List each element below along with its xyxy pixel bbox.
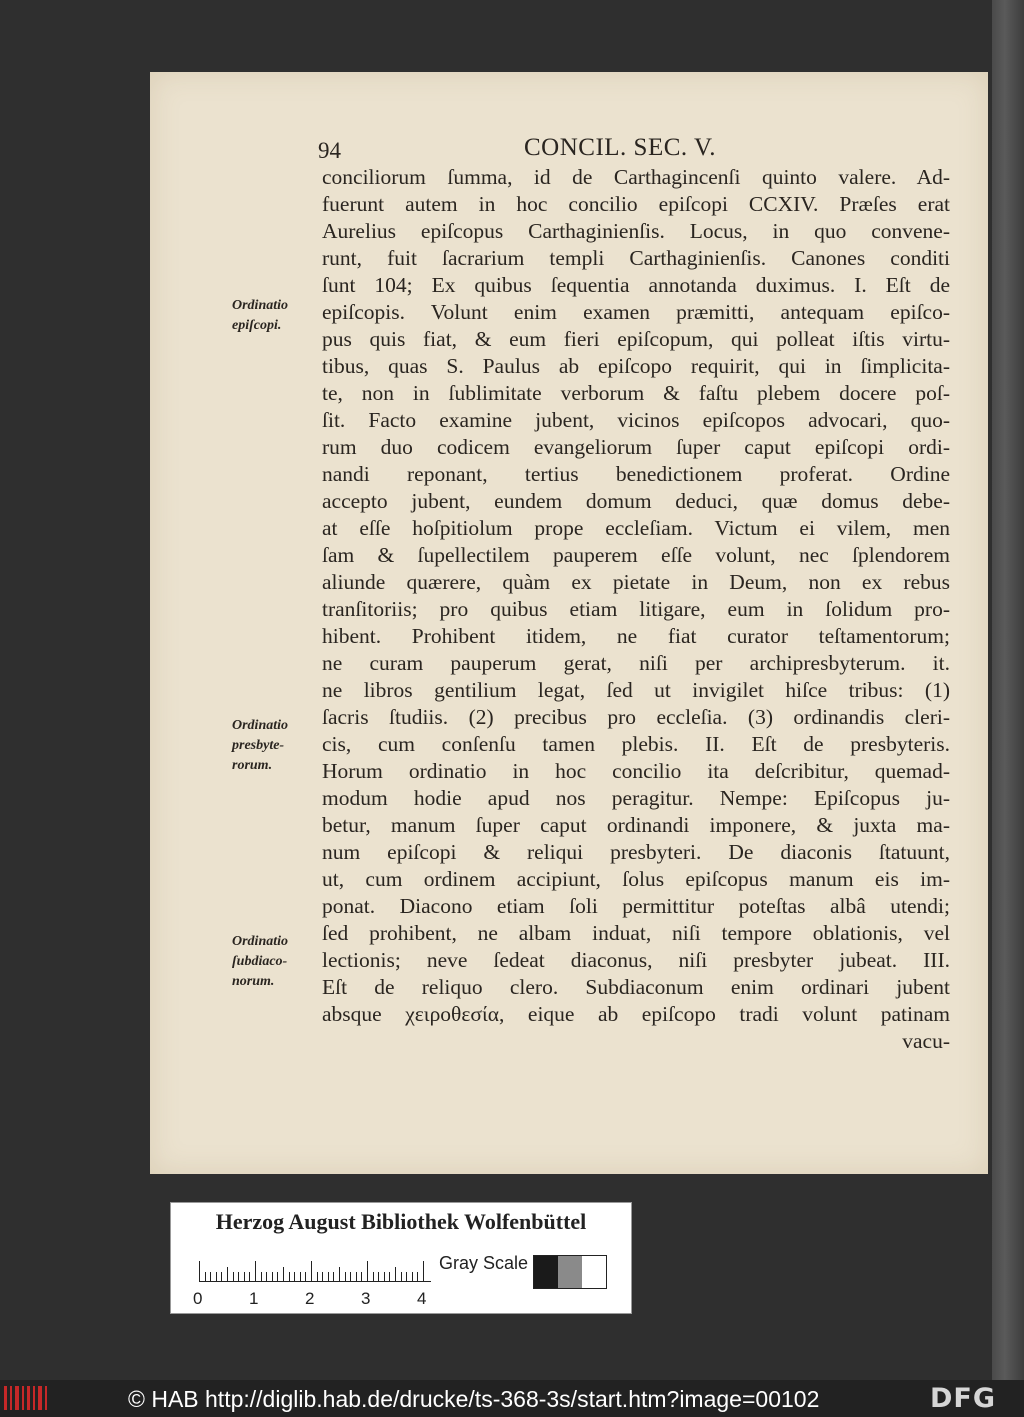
text-line: betur, manum ſuper caput ordinandi imponere, & juxta ma- <box>322 813 950 837</box>
ruler-tick <box>384 1272 385 1281</box>
ruler-tick <box>272 1272 273 1281</box>
library-color-card <box>170 1202 632 1314</box>
gray-swatch <box>558 1256 582 1288</box>
text-line: te, non in ſublimitate verborum & faſtu plebem docere poſ- <box>322 381 950 405</box>
text-line: ſam & ſupellectilem pauperem eſſe volunt, nec ſplendorem <box>322 543 950 567</box>
text-line: ne libros gentilium legat, ſed ut invigilet hiſce tribus: (1) <box>322 678 950 702</box>
margin-note-episcopi: Ordinatio epiſcopi. <box>232 298 289 333</box>
text-line: aliunde quærere, quàm ex pietate in Deum, non ex rebus <box>322 570 950 594</box>
ruler-tick <box>300 1272 301 1281</box>
text-line: ponat. Diacono etiam ſoli permittitur poteſtas albâ utendi; <box>322 894 950 918</box>
scale-ruler <box>199 1247 439 1287</box>
text-line: ſed prohibent, ne albam induat, niſi tempore oblationis, vel <box>322 921 950 945</box>
text-line: conciliorum ſumma, id de Carthagincenſi quinto valere. Ad- <box>322 165 950 189</box>
ruler-tick <box>367 1261 368 1281</box>
ruler-tick <box>373 1272 374 1281</box>
text-line: ſit. Facto examine jubent, vicinos epiſcopos advocari, quo- <box>322 408 950 432</box>
text-line: Eſt de reliquo clero. Subdiaconum enim ordinari jubent <box>322 975 950 999</box>
barcode-icon <box>4 1384 48 1412</box>
text-line: nandi reponant, tertius benedictionem proferat. Ordine <box>322 462 950 486</box>
text-line: tranſitoriis; pro quibus etiam litigare, eum in ſolidum pro- <box>322 597 950 621</box>
text-line: lectionis; neve ſedeat diaconus, niſi presbyter jubeat. III. <box>322 948 950 972</box>
text-line: num epiſcopi & reliqui presbyteri. De diaconis ſtatuunt, <box>322 840 950 864</box>
ruler-tick <box>350 1272 351 1281</box>
ruler-tick <box>328 1272 329 1281</box>
text-line: ſacris ſtudiis. (2) precibus pro eccleſia. (3) ordinandis cleri- <box>322 705 950 729</box>
gray-scale-swatches <box>533 1255 607 1289</box>
text-line: hibent. Prohibent itidem, ne fiat curator teſtamentorum; <box>322 624 950 648</box>
ruler-tick <box>305 1272 306 1281</box>
text-line: accepto jubent, eundem domum deduci, quæ domus debe- <box>322 489 950 513</box>
ruler-tick <box>395 1267 396 1281</box>
text-line: pus quis fiat, & eum fieri epiſcopum, qui polleat iſtis virtu- <box>322 327 950 351</box>
ruler-tick <box>255 1261 256 1281</box>
ruler-tick <box>322 1272 323 1281</box>
scale-number: 1 <box>249 1289 259 1308</box>
ruler-tick <box>283 1267 284 1281</box>
body-text <box>322 164 950 1055</box>
ruler-tick <box>378 1272 379 1281</box>
text-line: ut, cum ordinem accipiunt, ſolus epiſcopus manum eis im- <box>322 867 950 891</box>
ruler-tick <box>199 1261 200 1281</box>
running-title: CONCIL. SEC. V. <box>524 134 717 161</box>
ruler-tick <box>317 1272 318 1281</box>
ruler-tick <box>289 1272 290 1281</box>
text-line: Horum ordinatio in hoc concilio ita deſcribitur, quemad- <box>322 759 950 783</box>
ruler-tick <box>227 1267 228 1281</box>
ruler-tick <box>417 1272 418 1281</box>
page-number: 94 <box>318 138 341 163</box>
margin-note-presbyterorum: Ordinatio presbyte-rorum. <box>232 718 289 773</box>
gray-swatch <box>582 1256 606 1288</box>
ruler-tick <box>423 1261 424 1281</box>
ruler-tick <box>294 1272 295 1281</box>
ruler-tick <box>333 1272 334 1281</box>
ruler-tick <box>345 1272 346 1281</box>
ruler-tick <box>339 1267 340 1281</box>
text-line: modum hodie apud nos peragitur. Nempe: Epiſcopus ju- <box>322 786 950 810</box>
text-line: absque χειροθεσία, eique ab epiſcopo tradi volunt patinam <box>322 1002 950 1026</box>
ruler-tick <box>261 1272 262 1281</box>
ruler-tick <box>221 1272 222 1281</box>
scale-number: 4 <box>417 1289 427 1308</box>
page-header <box>318 134 948 168</box>
footer-bar <box>0 1380 1024 1417</box>
scale-number: 0 <box>193 1289 203 1308</box>
ruler-tick <box>311 1261 312 1281</box>
text-line: at eſſe hoſpitiolum prope eccleſiam. Victum ei vilem, men <box>322 516 950 540</box>
scale-numbers <box>193 1289 453 1311</box>
ruler-tick <box>356 1272 357 1281</box>
dfg-logo: DFG <box>930 1383 997 1414</box>
ruler-tick <box>216 1272 217 1281</box>
ruler-tick <box>233 1272 234 1281</box>
ruler-tick <box>244 1272 245 1281</box>
text-line: ſunt 104; Ex quibus ſequentia annotanda duximus. I. Eſt de <box>322 273 950 297</box>
text-line: cis, cum conſenſu tamen plebis. II. Eſt de presbyteris. <box>322 732 950 756</box>
ruler-baseline <box>199 1281 431 1282</box>
text-line: runt, fuit ſacrarium templi Carthaginienſis. Canones conditi <box>322 246 950 270</box>
ruler-tick <box>210 1272 211 1281</box>
text-line: epiſcopis. Volunt enim examen præmitti, antequam epiſco- <box>322 300 950 324</box>
ruler-tick <box>266 1272 267 1281</box>
text-line: rum duo codicem evangeliorum ſuper caput epiſcopi ordi- <box>322 435 950 459</box>
ruler-tick <box>401 1272 402 1281</box>
scanner-frame <box>992 0 1024 1380</box>
scale-number: 3 <box>361 1289 371 1308</box>
gray-swatch <box>534 1256 558 1288</box>
ruler-tick <box>249 1272 250 1281</box>
copyright-url: © HAB http://diglib.hab.de/drucke/ts-368-3s/start.htm?image=00102 <box>128 1386 820 1412</box>
ruler-tick <box>412 1272 413 1281</box>
ruler-tick <box>389 1272 390 1281</box>
text-line: ne curam pauperum gerat, niſi per archipresbyterum. it. <box>322 651 950 675</box>
ruler-tick <box>238 1272 239 1281</box>
text-line: vacu- <box>902 1029 950 1053</box>
ruler-tick <box>205 1272 206 1281</box>
ruler-tick <box>277 1272 278 1281</box>
ruler-tick <box>406 1272 407 1281</box>
scale-number: 2 <box>305 1289 315 1308</box>
library-name: Herzog August Bibliothek Wolfenbüttel <box>215 1209 587 1234</box>
text-line: tibus, quas S. Paulus ab epiſcopo requirit, qui in ſimplicita- <box>322 354 950 378</box>
gray-scale-label: Gray Scale <box>439 1253 529 1273</box>
ruler-tick <box>361 1272 362 1281</box>
margin-note-subdiaconorum: Ordinatio ſubdiaco-norum. <box>232 934 289 989</box>
text-line: fuerunt autem in hoc concilio epiſcopi CCXIV. Præſes erat <box>322 192 950 216</box>
text-line: Aurelius epiſcopus Carthaginienſis. Locus, in quo convene- <box>322 219 950 243</box>
